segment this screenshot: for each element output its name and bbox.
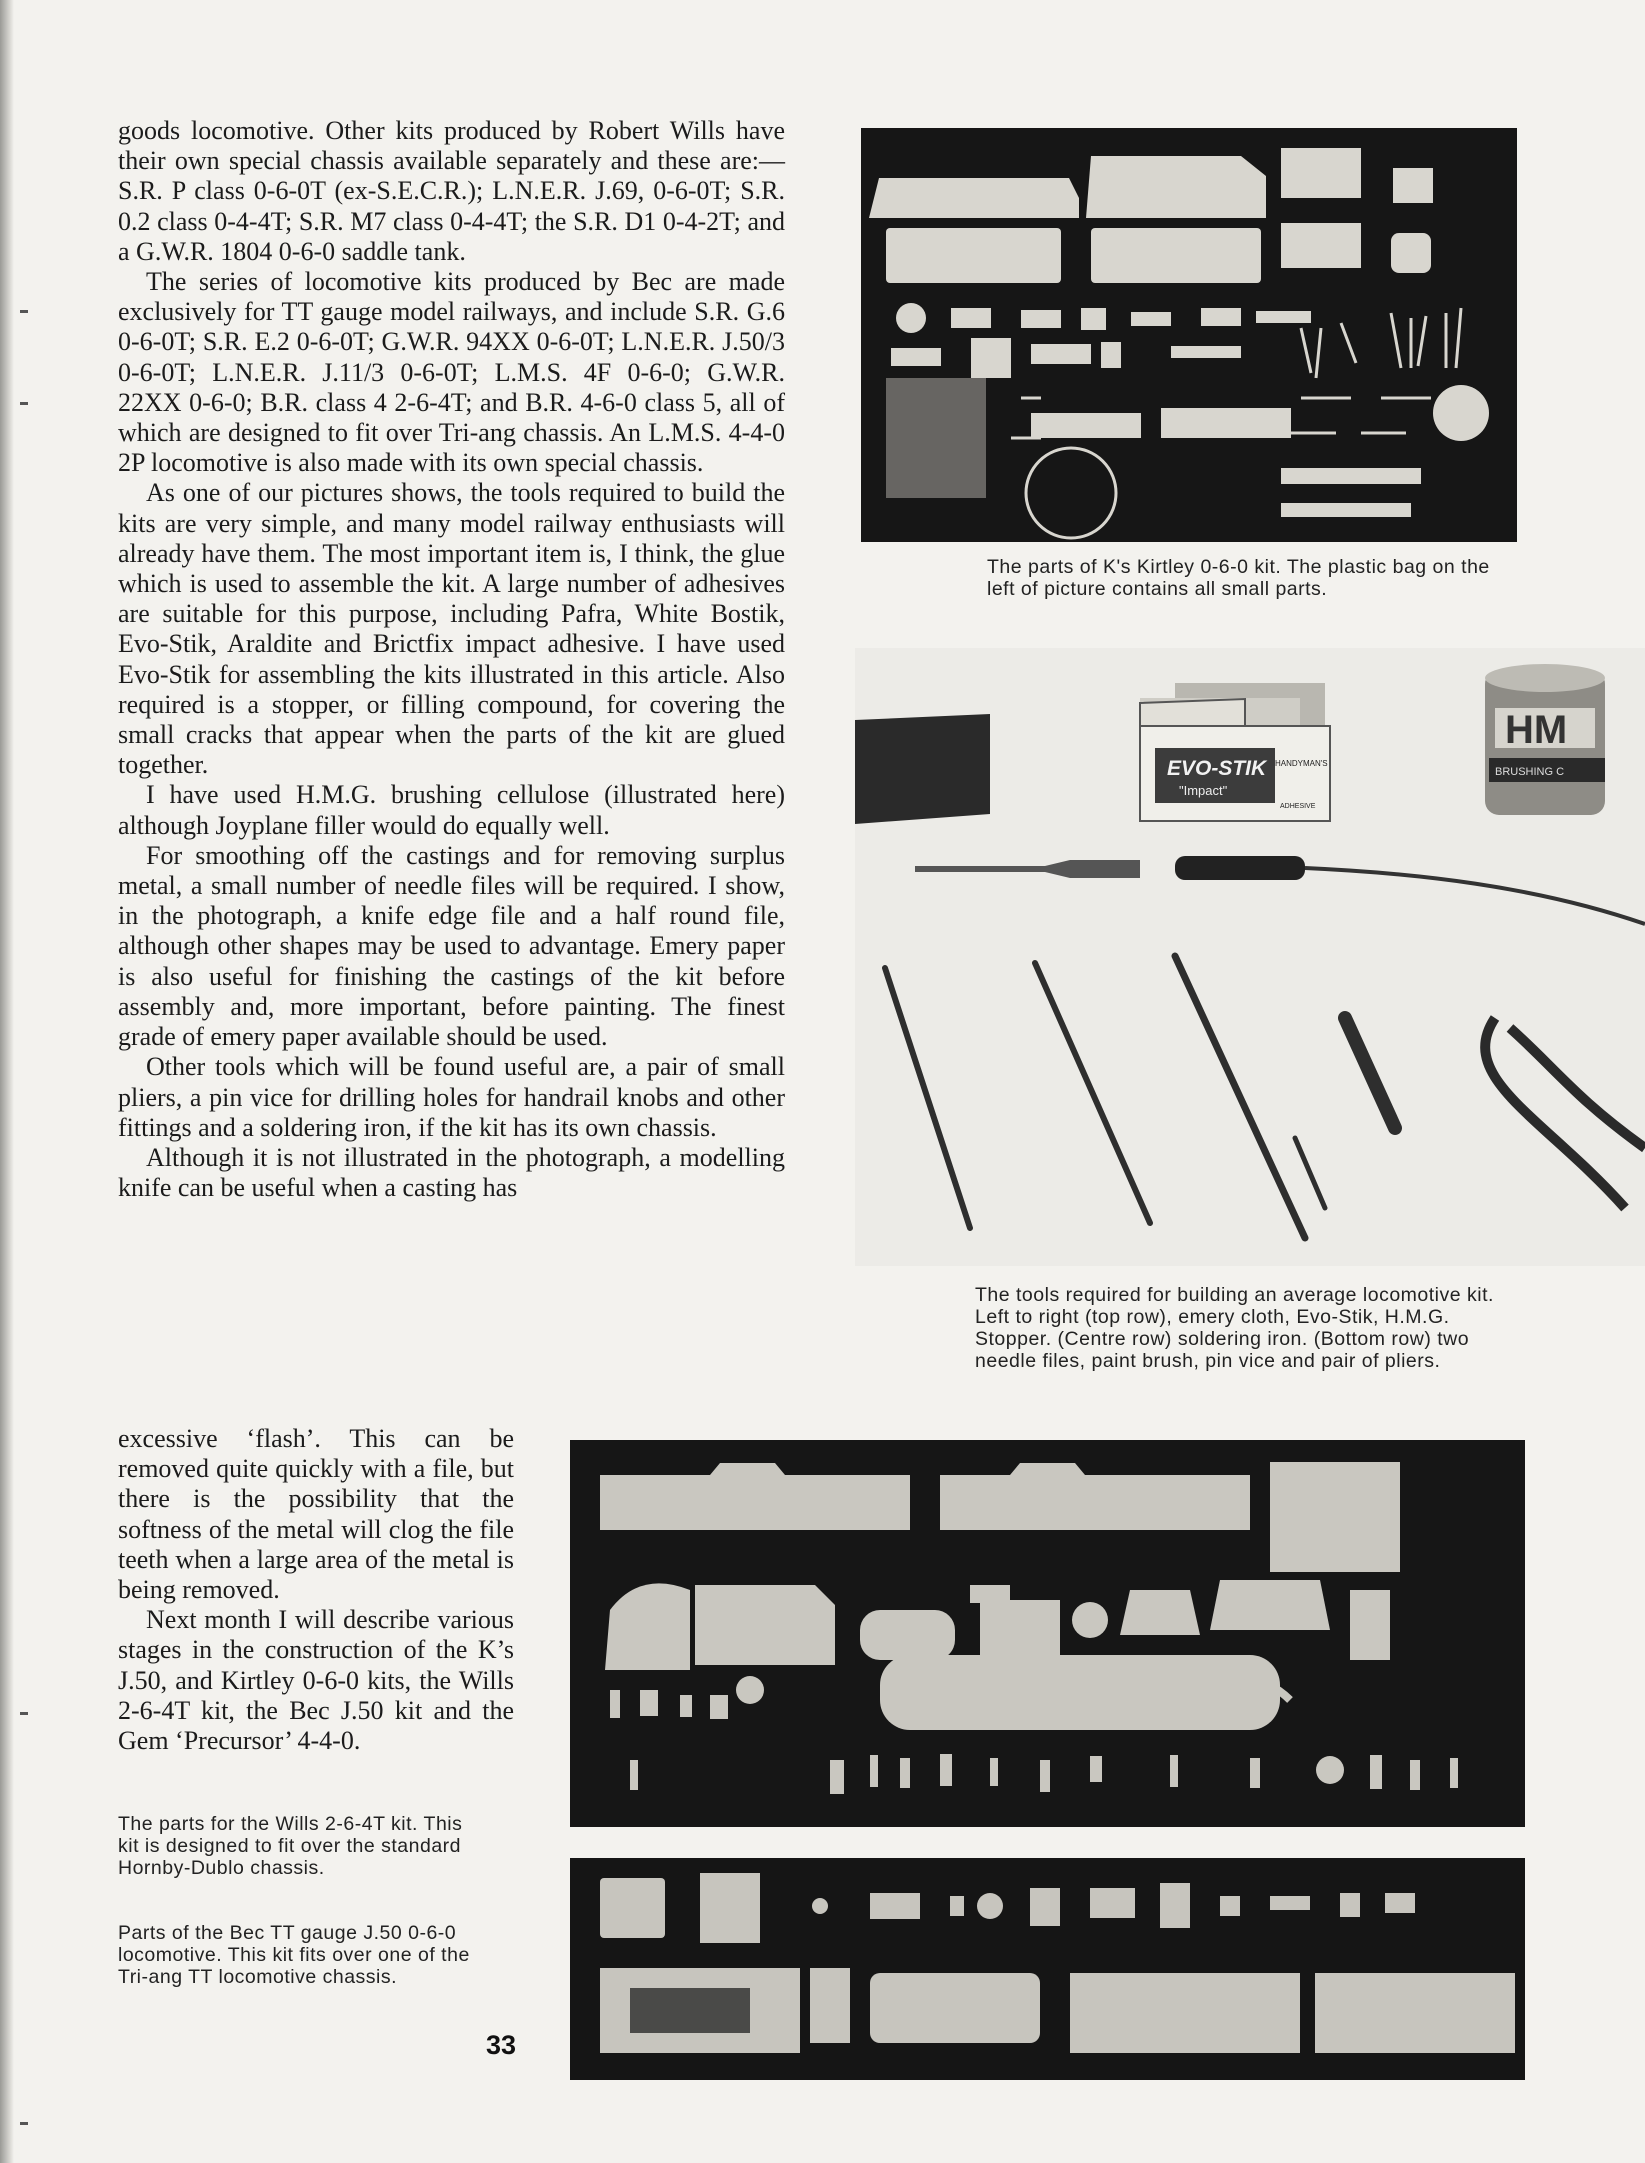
brushing-label: BRUSHING C xyxy=(1495,766,1565,778)
hm-label: HM xyxy=(1505,708,1568,752)
paragraph: As one of our pictures shows, the tools required to build the kits are very simple, and many model railway enthusiasts will already have them. The most important item is, I think, the glue which is used to assemble the kit. A large number of adhesives are suitable for this purpose, including Pafra, White Bostik, Evo-Stik, Araldite and Brictfix impact adhesive. I have used Evo-Stik for assembling the kits illustrated in this article. Also required is a stopper, or filling compound, for covering the small cracks that appear when the parts of the kit are glued together. xyxy=(118,478,785,780)
caption-bec: Parts of the Bec TT gauge J.50 0-6-0 locomotive. This kit fits over one of the Tri-ang TT locomotive chassis. xyxy=(118,1922,470,1988)
paragraph: Next month I will describe various stages in the construction of the K’s J.50, and Kirtley 0-6-0 kits, the Wills 2-6-4T kit, the Bec J.50 kit and the Gem ‘Precursor’ 4-4-0. xyxy=(118,1605,514,1756)
caption-tools: The tools required for building an average locomotive kit. Left to right (top row), emery cloth, Evo-Stik, H.M.G. Stopper. (Centre row) soldering iron. (Bottom row) two needle files, paint brush, pin vice and pair of pliers. xyxy=(975,1284,1494,1372)
paragraph: I have used H.M.G. brushing cellulose (illustrated here) although Joyplane filler would do equally well. xyxy=(118,780,785,840)
margin-mark xyxy=(20,1712,28,1715)
photo-bec-kit-parts xyxy=(570,1858,1525,2080)
photo-wills-kit-parts xyxy=(570,1440,1525,1827)
page-number: 33 xyxy=(486,2030,517,2060)
paragraph: The series of locomotive kits produced by Bec are made exclusively for TT gauge model railways, and include S.R. G.6 0-6-0T; S.R. E.2 0-6-0T; G.W.R. 94XX 0-6-0T; L.N.E.R. J.50/3 0-6-0T; L.N.E.R. J.11/3 0-6-0T; L.M.S. 4F 0-6-0; G.W.R. 22XX 0-6-0; B.R. class 4 2-6-4T; and B.R. 4-6-0 class 5, all of which are designed to fit over Tri-ang chassis. An L.M.S. 4-4-0 2P locomotive is also made with its own special chassis. xyxy=(118,267,785,478)
adhesive-label: ADHESIVE xyxy=(1280,803,1316,810)
paragraph: goods locomotive. Other kits produced by Robert Wills have their own special chassis available separately and these are:—S.R. P class 0-6-0T (ex-S.E.C.R.); L.N.E.R. J.69, 0-6-0T; S.R. 0.2 class 0-4-4T; S.R. M7 class 0-4-4T; the S.R. D1 0-4-2T; and a G.W.R. 1804 0-6-0 saddle tank. xyxy=(118,116,785,266)
paragraph: excessive ‘flash’. This can be removed quite quickly with a file, but there is the possibility that the softness of the metal will clog the file teeth when a large area of the metal is being removed. xyxy=(118,1424,514,1605)
evostik-label: EVO-STIK xyxy=(1167,757,1267,780)
caption-kirtley: The parts of K's Kirtley 0-6-0 kit. The plastic bag on the left of picture contains all small parts. xyxy=(987,556,1490,600)
impact-label: "Impact" xyxy=(1179,783,1228,798)
margin-mark xyxy=(20,402,28,405)
photo-tools xyxy=(855,648,1645,1266)
paragraph: Although it is not illustrated in the photograph, a modelling knife can be useful when a casting has xyxy=(118,1142,785,1203)
page-binding-shadow xyxy=(0,0,14,2163)
margin-mark xyxy=(20,310,28,313)
paragraph: For smoothing off the castings and for removing surplus metal, a small number of needle files will be required. I show, in the photograph, a knife edge file and a half round file, although other shapes may be used to advantage. Emery paper is also useful for finishing the castings of the kit before assembly and, more important, before painting. The finest grade of emery paper available should be used. xyxy=(118,840,785,1052)
margin-mark xyxy=(20,2122,28,2125)
article-column-left xyxy=(118,116,785,1203)
handymans-label: HANDYMAN'S xyxy=(1275,759,1328,768)
photo-kirtley-kit-parts xyxy=(861,128,1517,542)
article-column-narrow xyxy=(118,1424,514,1756)
caption-wills: The parts for the Wills 2-6-4T kit. This kit is designed to fit over the standard Hornby-Dublo chassis. xyxy=(118,1813,463,1879)
paragraph: Other tools which will be found useful are, a pair of small pliers, a pin vice for drilling holes for handrail knobs and other fittings and a soldering iron, if the kit has its own chassis. xyxy=(118,1052,785,1142)
